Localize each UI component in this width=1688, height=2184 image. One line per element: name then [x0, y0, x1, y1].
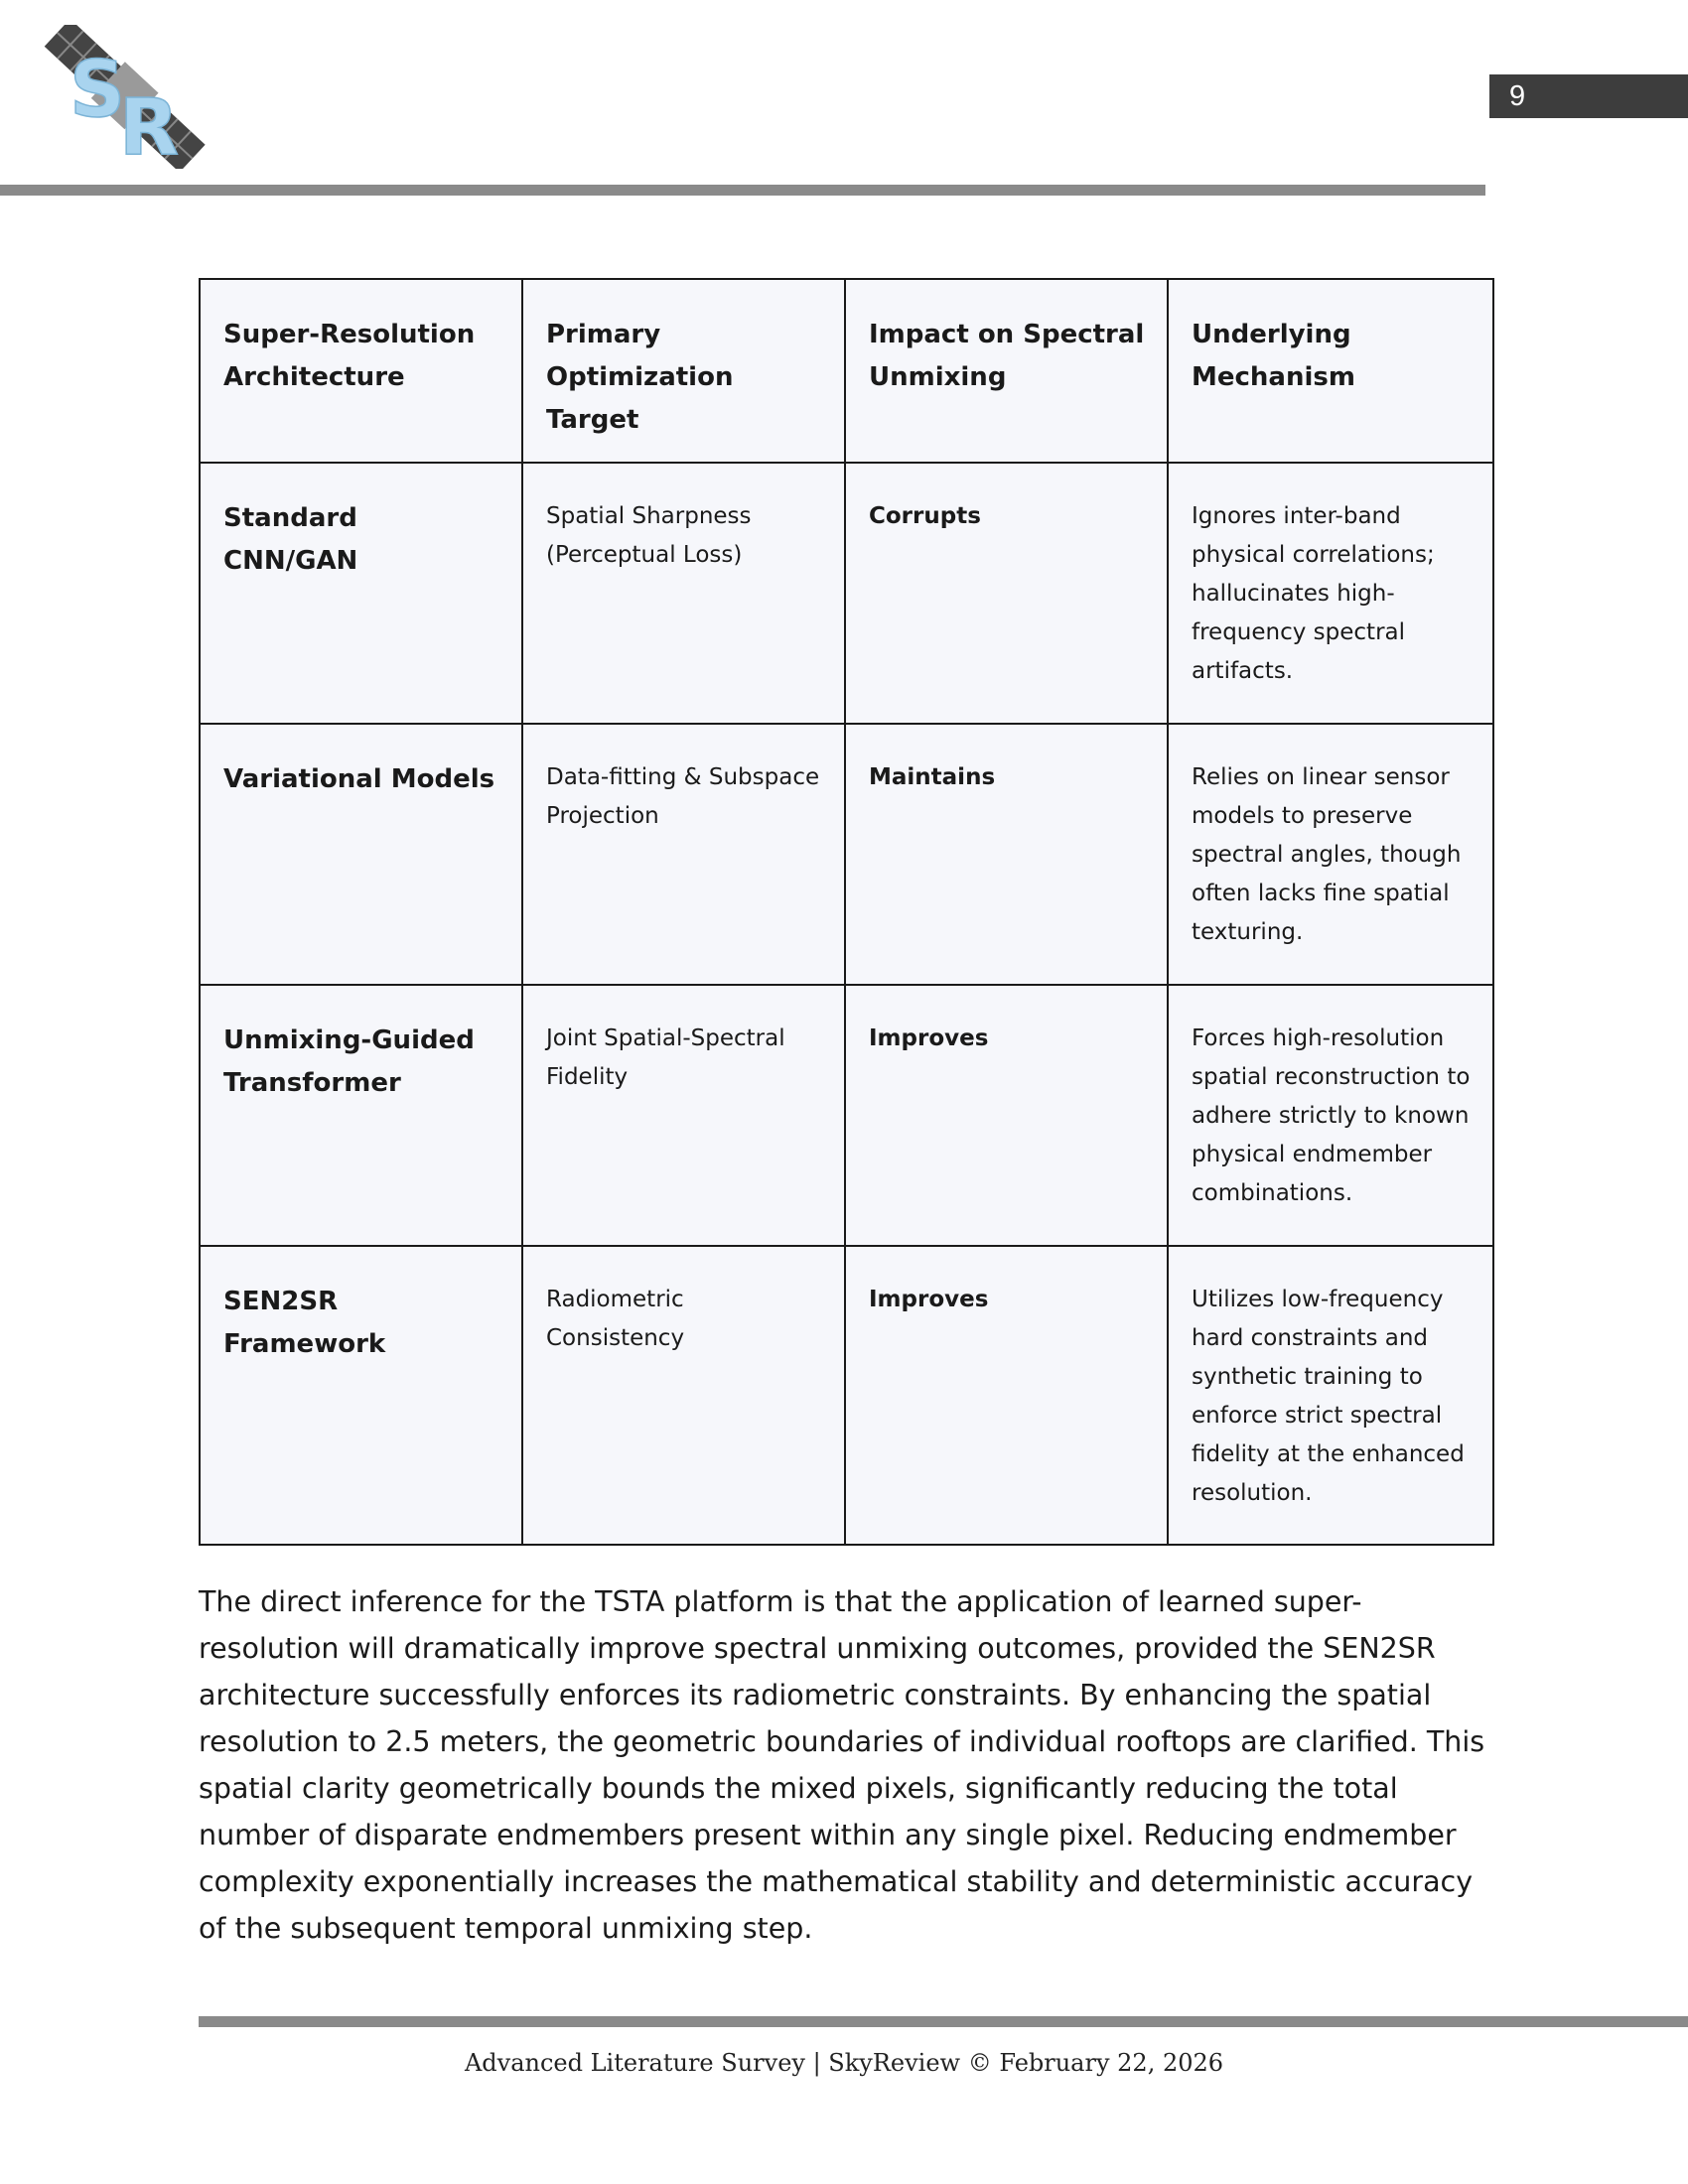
cell-architecture: SEN2SR Framework [200, 1246, 522, 1545]
logo-letter-s: S [70, 46, 126, 135]
footer-rule [199, 2016, 1688, 2027]
logo-letter-r: R [119, 83, 180, 169]
cell-mechanism: Forces high-resolution spatial reconstruction to adhere strictly to known physical endmember combinations. [1168, 985, 1493, 1246]
column-header-architecture: Super-Resolution Architecture [200, 279, 522, 463]
page-number-badge: 9 [1489, 74, 1688, 118]
cell-mechanism: Ignores inter-band physical correlations; hallucinates high-frequency spectral artifacts. [1168, 463, 1493, 724]
table-row [200, 724, 1493, 985]
comparison-table [199, 278, 1494, 1546]
cell-impact: Maintains [845, 724, 1168, 985]
cell-mechanism: Utilizes low-frequency hard constraints and synthetic training to enforce strict spectral fidelity at the enhanced resolution. [1168, 1246, 1493, 1545]
cell-target: Joint Spatial-Spectral Fidelity [522, 985, 845, 1246]
cell-target: Data-fitting & Subspace Projection [522, 724, 845, 985]
cell-architecture: Unmixing-Guided Transformer [200, 985, 522, 1246]
table-row [200, 463, 1493, 724]
cell-target: Radiometric Consistency [522, 1246, 845, 1545]
cell-target: Spatial Sharpness (Perceptual Loss) [522, 463, 845, 724]
page-footer: Advanced Literature Survey | SkyReview © February 22, 2026 [464, 2049, 1224, 2077]
column-header-impact: Impact on Spectral Unmixing [845, 279, 1168, 463]
cell-impact: Corrupts [845, 463, 1168, 724]
table-row [200, 985, 1493, 1246]
column-header-target: Primary Optimization Target [522, 279, 845, 463]
column-header-mechanism: Underlying Mechanism [1168, 279, 1493, 463]
table-header-row [200, 279, 1493, 463]
cell-impact: Improves [845, 985, 1168, 1246]
header-rule [0, 185, 1485, 196]
table-row [200, 1246, 1493, 1545]
cell-architecture: Standard CNN/GAN [200, 463, 522, 724]
satellite-logo-icon [40, 25, 209, 169]
cell-mechanism: Relies on linear sensor models to preserve spectral angles, though often lacks fine spatial texturing. [1168, 724, 1493, 985]
cell-impact: Improves [845, 1246, 1168, 1545]
cell-architecture: Variational Models [200, 724, 522, 985]
body-paragraph: The direct inference for the TSTA platform is that the application of learned super-resolution will dramatically improve spectral unmixing outcomes, provided the SEN2SR architecture successfully enforces its radiometric constraints. By enhancing the spatial resolution to 2.5 meters, the geometric boundaries of individual rooftops are clarified. This spatial clarity geometrically bounds the mixed pixels, significantly reducing the total number of disparate endmembers present within any single pixel. Reducing endmember complexity exponentially increases the mathematical stability and deterministic accuracy of the subsequent temporal unmixing step. [199, 1585, 1485, 1945]
